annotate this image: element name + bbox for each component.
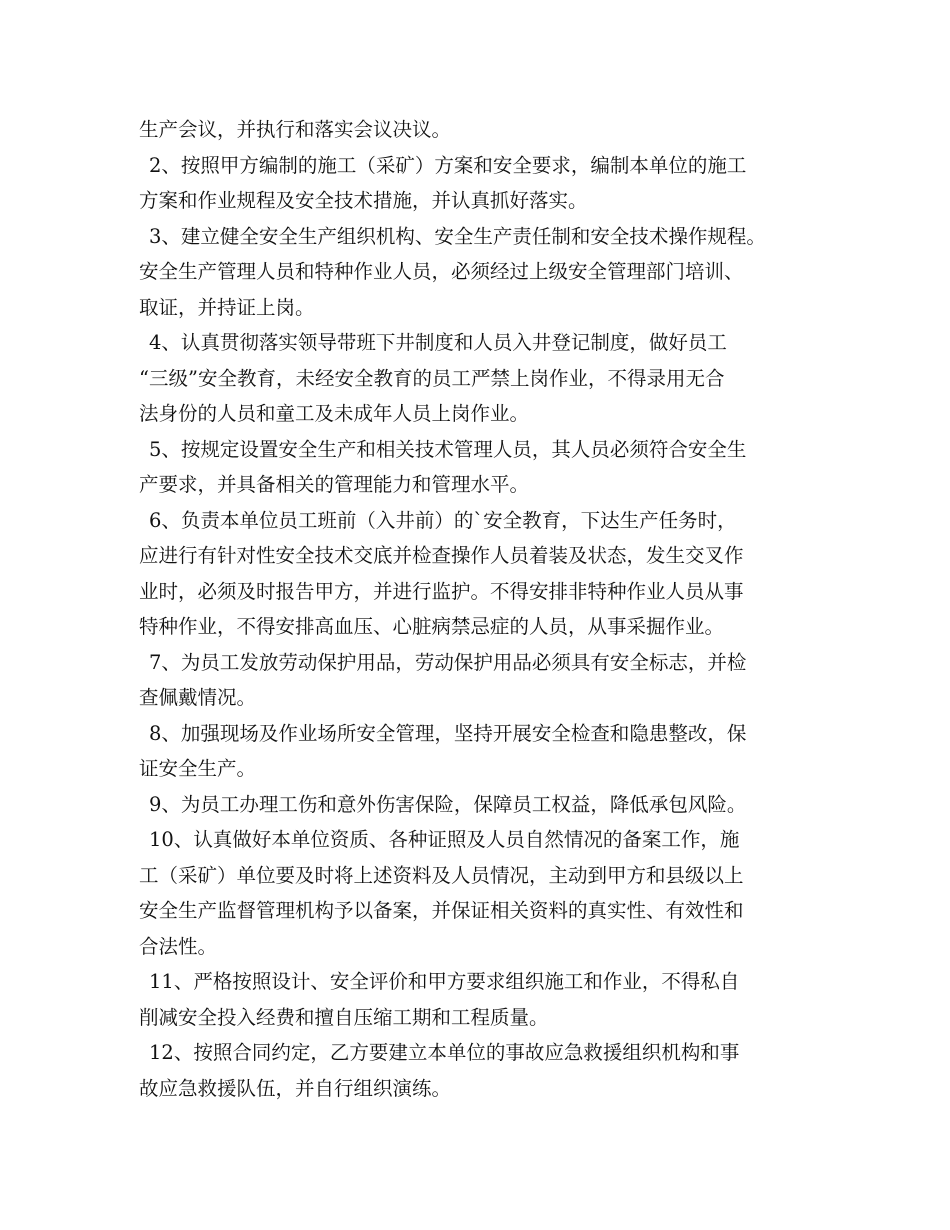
text-line: 故应急救援队伍，并自行组织演练。 — [139, 1076, 452, 1100]
text-line: 应进行有针对性安全技术交底并检查操作人员着装及状态，发生交叉作 — [139, 544, 744, 567]
document-body — [139, 112, 829, 1106]
text-line: 10、认真做好本单位资质、各种证照及人员自然情况的备案工作，施 — [149, 828, 740, 851]
text-line: 方案和作业规程及安全技术措施，并认真抓好落实。 — [139, 189, 588, 212]
text-line: 工（采矿）单位要及时将上述资料及人员情况，主动到甲方和县级以上 — [139, 863, 744, 887]
text-line: 9、为员工办理工伤和意外伤害保险，保障员工权益，降低承包风险。 — [149, 792, 747, 816]
text-line: 生产会议，并执行和落实会议决议。 — [139, 118, 452, 141]
text-line: 12、按照合同约定，乙方要建立本单位的事故应急救援组织机构和事 — [149, 1041, 740, 1064]
text-line: 产要求，并具备相关的管理能力和管理水平。 — [139, 473, 530, 496]
text-line: 5、按规定设置安全生产和相关技术管理人员，其人员必须符合安全生 — [149, 437, 747, 461]
text-line: “三级”安全教育，未经安全教育的员工严禁上岗作业，不得录用无合 — [139, 366, 725, 390]
text-line: 合法性。 — [139, 934, 218, 958]
text-line: 2、按照甲方编制的施工（采矿）方案和安全要求，编制本单位的施工 — [149, 153, 747, 177]
text-line: 6、负责本单位员工班前（入井前）的`安全教育，下达生产任务时， — [149, 508, 737, 532]
text-line: 查佩戴情况。 — [139, 686, 257, 709]
text-line: 安全生产管理人员和特种作业人员，必须经过上级安全管理部门培训、 — [139, 260, 744, 283]
text-line: 特种作业，不得安排高血压、心脏病禁忌症的人员，从事采掘作业。 — [139, 615, 725, 638]
text-line: 3、建立健全安全生产组织机构、安全生产责任制和安全技术操作规程。 — [149, 224, 766, 248]
text-line: 证安全生产。 — [139, 757, 257, 780]
text-line: 11、严格按照设计、安全评价和甲方要求组织施工和作业，不得私自 — [149, 970, 740, 993]
text-line: 安全生产监督管理机构予以备案，并保证相关资料的真实性、有效性和 — [139, 899, 744, 922]
text-line: 取证，并持证上岗。 — [139, 295, 315, 319]
text-line: 削减安全投入经费和擅自压缩工期和工程质量。 — [139, 1005, 549, 1029]
text-line: 业时，必须及时报告甲方，并进行监护。不得安排非特种作业人员从事 — [139, 579, 744, 603]
text-line: 法身份的人员和童工及未成年人员上岗作业。 — [139, 402, 530, 425]
text-line: 4、认真贯彻落实领导带班下井制度和人员入井登记制度，做好员工 — [149, 331, 727, 354]
text-line: 7、为员工发放劳动保护用品，劳动保护用品必须具有安全标志，并检 — [149, 650, 747, 674]
text-line: 8、加强现场及作业场所安全管理，坚持开展安全检查和隐患整改，保 — [149, 721, 747, 745]
